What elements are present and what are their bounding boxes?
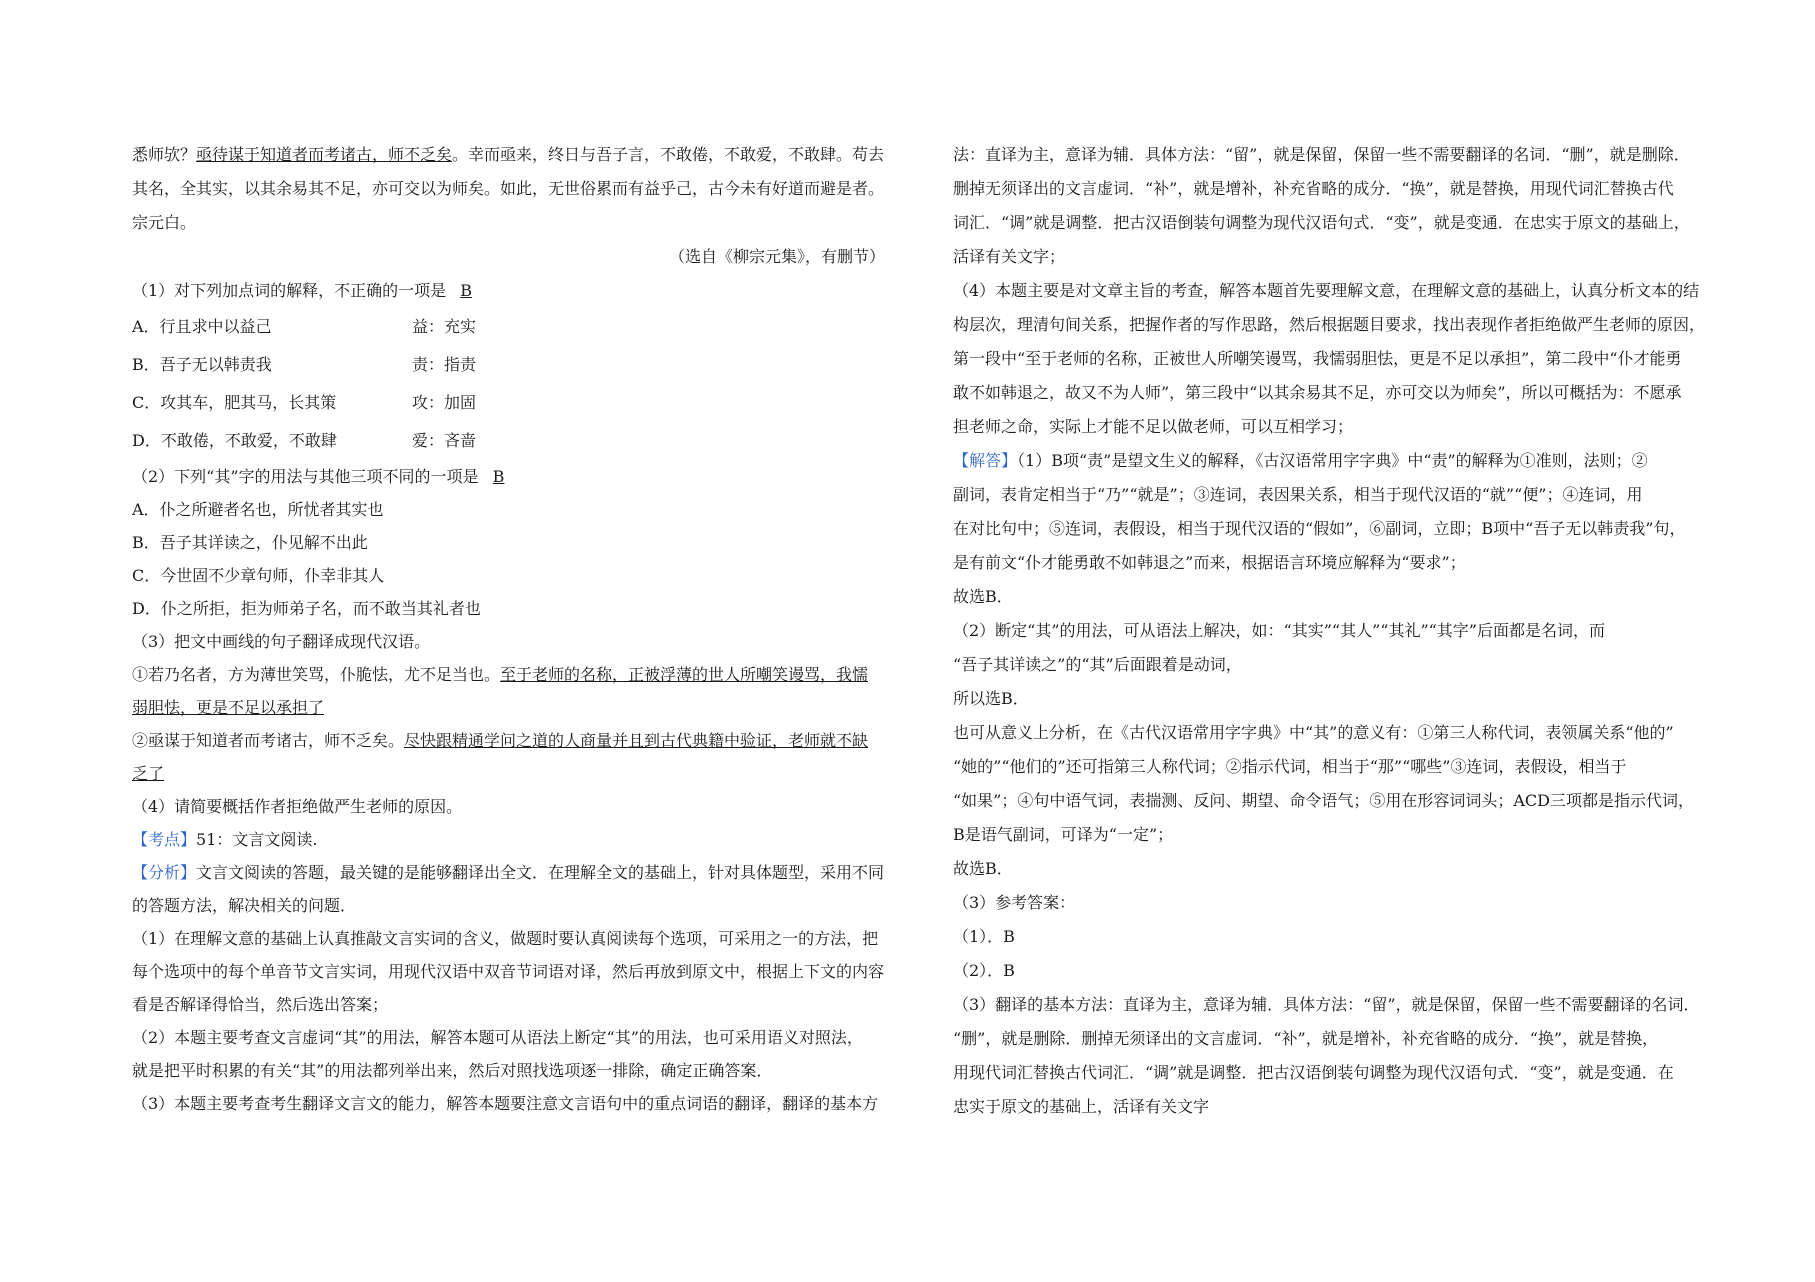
option-row: C．攻其车，肥其马，长其策 攻：加固 <box>132 393 477 412</box>
option-row: B．吾子其详读之，仆见解不出此 <box>132 533 368 552</box>
analysis-line: 看是否解译得恰当，然后选出答案； <box>132 995 389 1014</box>
question-4: （4）请简要概括作者拒绝做严生老师的原因。 <box>132 797 463 816</box>
option-row: C．今世固不少章句师，仆幸非其人 <box>132 566 385 585</box>
answer-line: 是有前文“仆才能勇敢不如韩退之”而来，根据语言环境应解释为“要求”； <box>953 553 1466 572</box>
answer-line: （2）断定“其”的用法，可从语法上解决，如：“其实”“其人”“其礼”“其字”后面都是名词，而 <box>953 621 1605 640</box>
passage-line: 宗元白。 <box>132 213 197 232</box>
analysis-line: 的答题方法，解决相关的问题． <box>132 896 357 915</box>
answer-line: “如果”；④句中语气词，表揣测、反问、期望、命令语气；⑤用在形容词词头；ACD三项都是指示代词， <box>953 791 1694 810</box>
fenxi-line: 【分析】文言文阅读的答题，最关键的是能够翻译出全文．在理解全文的基础上，针对具体题型，采用不同 <box>132 863 885 882</box>
passage-line: 悉师欤？亟待谋于知道者而考诸古，师不乏矣。幸而亟来，终日与吾子言，不敢倦，不敢爱，不敢肆。苟去 <box>132 145 885 164</box>
passage-line: 其名，全其实，以其余易其不足，亦可交以为师矣。如此，无世俗累而有益乎己，古今未有好道而避是者。 <box>132 179 885 198</box>
jieda-tag: 【解答】 <box>953 451 1018 470</box>
answer-line: 故选B． <box>953 859 1013 878</box>
translation-answer: 尽快跟精通学问之道的人商量并且到古代典籍中验证，老师就不缺 <box>404 731 869 750</box>
option-row: A．仆之所避者名也，所忧者其实也 <box>132 500 384 519</box>
translation-2-cont <box>132 757 897 790</box>
analysis-line: 删掉无须译出的文言虚词．“补”，就是增补，补充省略的成分．“换”，就是替换，用现代词汇替换古代 <box>953 179 1674 198</box>
analysis-line: 敢不如韩退之，故又不为人师”，第三段中“以其余易其不足，亦可交以为师矣”，所以可概括为：不愿承 <box>953 383 1682 402</box>
answer-line: 在对比句中；⑤连词，表假设，相当于现代汉语的“假如”，⑥副词，立即；B项中“吾子无以韩责我”句， <box>953 519 1686 538</box>
answer-line: （3）参考答案： <box>953 893 1076 912</box>
answer-line: “吾子其详读之”的“其”后面跟着是动词， <box>953 655 1242 674</box>
answer-line: 所以选B． <box>953 689 1029 708</box>
translation-1-cont <box>132 691 897 724</box>
answer-line: 副词，表肯定相当于“乃”“就是”；③连词，表因果关系，相当于现代汉语的“就”“便”；④连词，用 <box>953 485 1643 504</box>
answer-line: B是语气副词，可译为“一定”； <box>953 825 1174 844</box>
source-citation: （选自《柳宗元集》，有删节） <box>668 247 885 266</box>
translation-answer: 乏了 <box>132 764 165 783</box>
analysis-line: 就是把平时积累的有关“其”的用法都列举出来，然后对照找选项逐一排除，确定正确答案． <box>132 1061 773 1080</box>
answer-line: （2）．B <box>953 961 1015 980</box>
analysis-line: （4）本题主要是对文章主旨的考查，解答本题首先要理解文意，在理解文意的基础上，认真分析文本的结 <box>953 281 1700 300</box>
answer-line: （3）翻译的基本方法：直译为主，意译为辅．具体方法：“留”，就是保留，保留一些不需要翻译的名词． <box>953 995 1700 1014</box>
right-column <box>953 138 1723 1124</box>
translation-2: ②亟谋于知道者而考诸古，师不乏矣。尽快跟精通学问之道的人商量并且到古代典籍中验证，老师就不缺 <box>132 731 869 750</box>
translation-answer: 弱胆怯，更是不足以承担了 <box>132 698 325 717</box>
translation-answer: 至于老师的名称，正被浮薄的世人所嘲笑谩骂，我懦 <box>500 665 869 684</box>
question-2: （2）下列“其”字的用法与其他三项不同的一项是 B <box>132 460 897 493</box>
answer-line: 故选B． <box>953 587 1013 606</box>
analysis-line: （3）本题主要考查考生翻译文言文的能力，解答本题要注意文言语句中的重点词语的翻译，翻译的基本方 <box>132 1094 879 1113</box>
fenxi-tag: 【分析】 <box>132 863 197 882</box>
analysis-line: 每个选项中的每个单音节文言实词，用现代汉语中双音节词语对译，然后再放到原文中，根据上下文的内容 <box>132 962 885 981</box>
analysis-line: 活译有关文字； <box>953 247 1066 266</box>
answer-blank: B <box>460 281 473 300</box>
question-1: （1）对下列加点词的解释，不正确的一项是 B <box>132 274 897 308</box>
analysis-line: 构层次，理清句间关系，把握作者的写作思路，然后根据题目要求，找出表现作者拒绝做严生老师的原因， <box>953 315 1706 334</box>
answer-line: 也可从意义上分析，在《古代汉语常用字字典》中“其”的意义有：①第三人称代词，表领属关系“他的” <box>953 723 1674 742</box>
analysis-line: 第一段中“至于老师的名称，正被世人所嘲笑谩骂，我懦弱胆怯，更是不足以承担”，第二段中“仆才能勇 <box>953 349 1682 368</box>
analysis-line: 法：直译为主，意译为辅．具体方法：“留”，就是保留，保留一些不需要翻译的名词．“删”，就是删除． <box>953 145 1690 164</box>
option-row: D．不敢倦，不敢爱，不敢肆 爱：吝啬 <box>132 431 477 450</box>
answer-line: 用现代词汇替换古代词汇．“调”就是调整．把古汉语倒装句调整为现代汉语句式．“变”，就是变通．在 <box>953 1063 1674 1082</box>
option-row: B．吾子无以韩责我 责：指责 <box>132 355 477 374</box>
translation-1: ①若乃名者，方为薄世笑骂，仆脆怯，尤不足当也。至于老师的名称，正被浮薄的世人所嘲笑谩骂，我懦 <box>132 665 869 684</box>
analysis-line: 担老师之命，实际上才能不足以做老师，可以互相学习； <box>953 417 1354 436</box>
jieda-line: 【解答】（1）B项“责”是望文生义的解释，《古汉语常用字字典》中“责”的解释为①准则，法则；② <box>953 451 1648 470</box>
answer-line: 忠实于原文的基础上，活译有关文字 <box>953 1097 1210 1116</box>
underlined-sentence: 亟待谋于知道者而考诸古，师不乏矣 <box>196 145 453 164</box>
option-row: D．仆之所拒，拒为师弟子名，而不敢当其礼者也 <box>132 599 481 618</box>
answer-line: “删”，就是删除．删掉无须译出的文言虚词．“补”，就是增补，补充省略的成分．“换”，就是替换， <box>953 1029 1659 1048</box>
question-3: （3）把文中画线的句子翻译成现代汉语。 <box>132 632 431 651</box>
kaodian-tag: 【考点】 <box>132 830 197 849</box>
analysis-line: （1）在理解文意的基础上认真推敲文言实词的含义，做题时要认真阅读每个选项，可采用之一的方法，把 <box>132 929 879 948</box>
analysis-line: 词汇．“调”就是调整．把古汉语倒装句调整为现代汉语句式．“变”，就是变通．在忠实于原文的基础上， <box>953 213 1690 232</box>
answer-line: （1）．B <box>953 927 1015 946</box>
option-row: A．行且求中以益己 益：充实 <box>132 317 477 336</box>
analysis-line: （2）本题主要考查文言虚词“其”的用法，解答本题可从语法上断定“其”的用法，也可采用语义对照法， <box>132 1028 863 1047</box>
answer-line: “她的”“他们的”还可指第三人称代词；②指示代词，相当于“那”“哪些”③连词，表假设，相当于 <box>953 757 1627 776</box>
left-column <box>132 138 897 1120</box>
kaodian-line: 【考点】51：文言文阅读. <box>132 830 318 849</box>
answer-blank: B <box>492 467 505 486</box>
